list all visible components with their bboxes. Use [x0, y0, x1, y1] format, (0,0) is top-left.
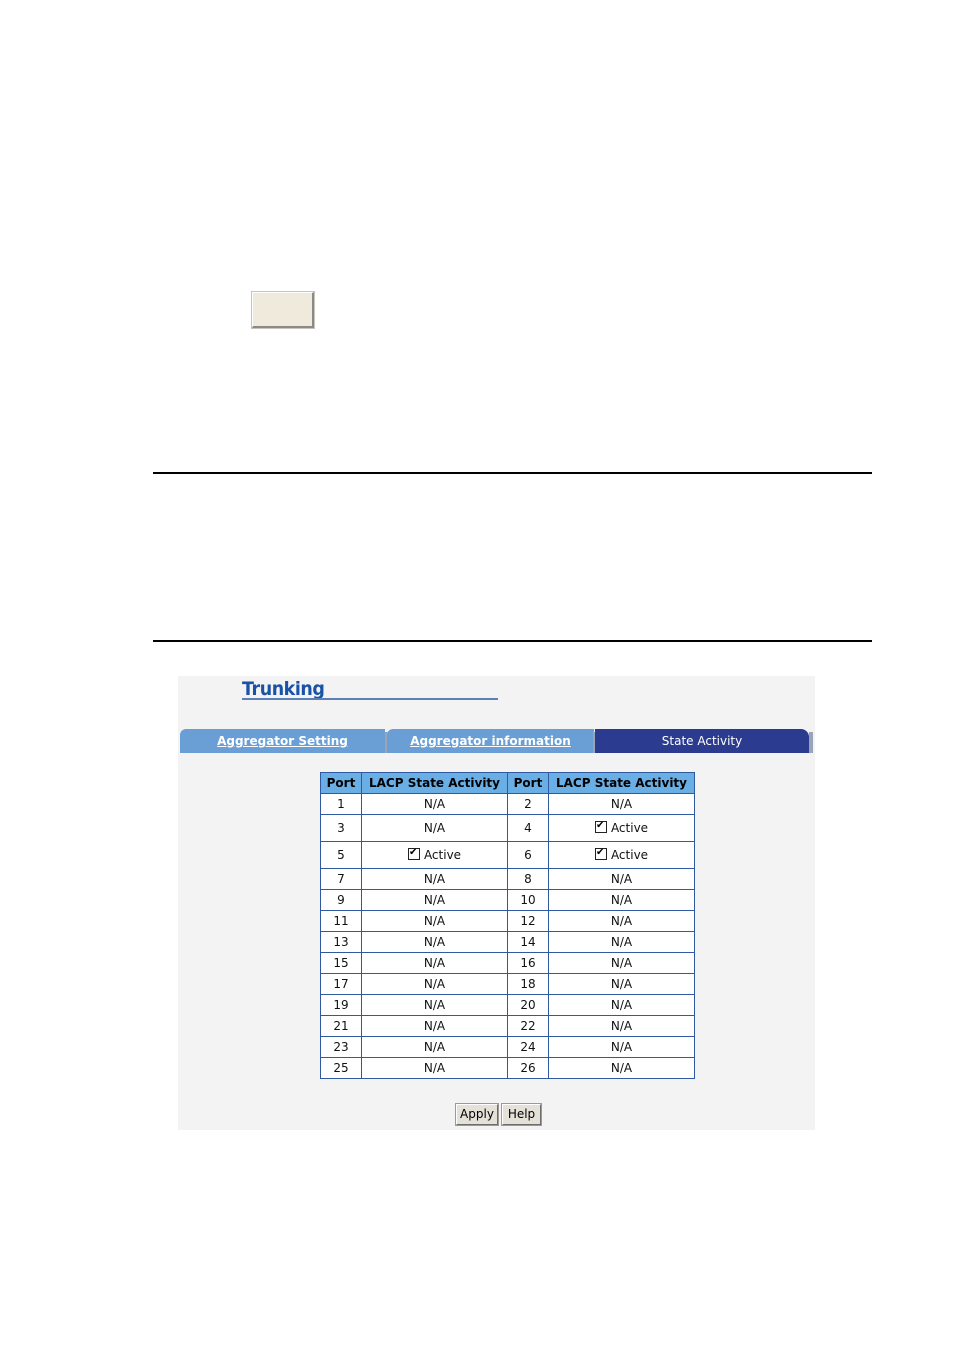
- state-label: Active: [610, 821, 649, 835]
- port-cell: 9: [321, 890, 362, 911]
- state-cell: N/A: [549, 974, 695, 995]
- divider-line: [153, 640, 872, 642]
- state-cell: N/A: [362, 911, 508, 932]
- port-cell: 13: [321, 932, 362, 953]
- state-cell: [549, 815, 695, 842]
- table-row: [321, 815, 695, 842]
- table-header-row: [321, 773, 695, 794]
- header-port: Port: [321, 773, 362, 794]
- port-cell: 25: [321, 1058, 362, 1079]
- port-cell: 15: [321, 953, 362, 974]
- state-cell: N/A: [362, 869, 508, 890]
- header-port: Port: [508, 773, 549, 794]
- port-cell: 26: [508, 1058, 549, 1079]
- page-title: Trunking: [242, 678, 325, 700]
- state-cell: N/A: [362, 995, 508, 1016]
- state-cell: N/A: [362, 1058, 508, 1079]
- table-row: [321, 953, 695, 974]
- state-cell: N/A: [549, 869, 695, 890]
- tab-aggregator-information[interactable]: Aggregator information: [387, 729, 594, 753]
- tab-aggregator-setting[interactable]: Aggregator Setting: [180, 729, 385, 753]
- state-cell: [362, 842, 508, 869]
- table-row: [321, 1016, 695, 1037]
- active-checkbox[interactable]: [408, 848, 420, 860]
- port-cell: 2: [508, 794, 549, 815]
- title-underline: [242, 698, 498, 700]
- port-cell: 11: [321, 911, 362, 932]
- state-cell: N/A: [362, 953, 508, 974]
- port-cell: 6: [508, 842, 549, 869]
- active-checkbox[interactable]: [595, 821, 607, 833]
- apply-button[interactable]: Apply: [456, 1104, 498, 1125]
- table-row: [321, 911, 695, 932]
- lacp-state-table: [320, 772, 695, 1079]
- state-cell: N/A: [362, 794, 508, 815]
- divider-line: [153, 472, 872, 474]
- port-cell: 12: [508, 911, 549, 932]
- table-row: [321, 794, 695, 815]
- state-cell: N/A: [549, 794, 695, 815]
- port-cell: 21: [321, 1016, 362, 1037]
- active-checkbox[interactable]: [595, 848, 607, 860]
- port-cell: 8: [508, 869, 549, 890]
- port-cell: 23: [321, 1037, 362, 1058]
- tab-shadow: [809, 732, 813, 753]
- port-cell: 19: [321, 995, 362, 1016]
- state-cell: N/A: [362, 974, 508, 995]
- port-cell: 7: [321, 869, 362, 890]
- table-row: [321, 974, 695, 995]
- table-row: [321, 1058, 695, 1079]
- port-cell: 22: [508, 1016, 549, 1037]
- state-cell: N/A: [549, 911, 695, 932]
- table-row: [321, 1037, 695, 1058]
- state-label: Active: [610, 848, 649, 862]
- port-cell: 16: [508, 953, 549, 974]
- port-cell: 24: [508, 1037, 549, 1058]
- trunking-panel: [178, 676, 815, 1130]
- table-row: [321, 842, 695, 869]
- header-lacp-state: LACP State Activity: [362, 773, 508, 794]
- state-cell: N/A: [549, 995, 695, 1016]
- state-cell: N/A: [549, 890, 695, 911]
- port-cell: 18: [508, 974, 549, 995]
- port-cell: 20: [508, 995, 549, 1016]
- table-row: [321, 890, 695, 911]
- tab-bar: [180, 729, 815, 753]
- state-cell: N/A: [549, 1037, 695, 1058]
- tab-state-activity[interactable]: State Activity: [595, 729, 809, 753]
- state-cell: N/A: [549, 1058, 695, 1079]
- state-cell: N/A: [362, 890, 508, 911]
- state-cell: N/A: [362, 1016, 508, 1037]
- port-cell: 1: [321, 794, 362, 815]
- state-cell: N/A: [549, 953, 695, 974]
- state-cell: N/A: [549, 932, 695, 953]
- unlabeled-button[interactable]: [252, 292, 314, 328]
- port-cell: 4: [508, 815, 549, 842]
- table-row: [321, 995, 695, 1016]
- table-row: [321, 932, 695, 953]
- port-cell: 3: [321, 815, 362, 842]
- port-cell: 17: [321, 974, 362, 995]
- state-cell: N/A: [549, 1016, 695, 1037]
- port-cell: 5: [321, 842, 362, 869]
- state-label: Active: [423, 848, 462, 862]
- state-cell: N/A: [362, 1037, 508, 1058]
- state-cell: N/A: [362, 932, 508, 953]
- port-cell: 10: [508, 890, 549, 911]
- table-row: [321, 869, 695, 890]
- help-button[interactable]: Help: [502, 1104, 541, 1125]
- state-cell: N/A: [362, 815, 508, 842]
- state-cell: [549, 842, 695, 869]
- port-cell: 14: [508, 932, 549, 953]
- header-lacp-state: LACP State Activity: [549, 773, 695, 794]
